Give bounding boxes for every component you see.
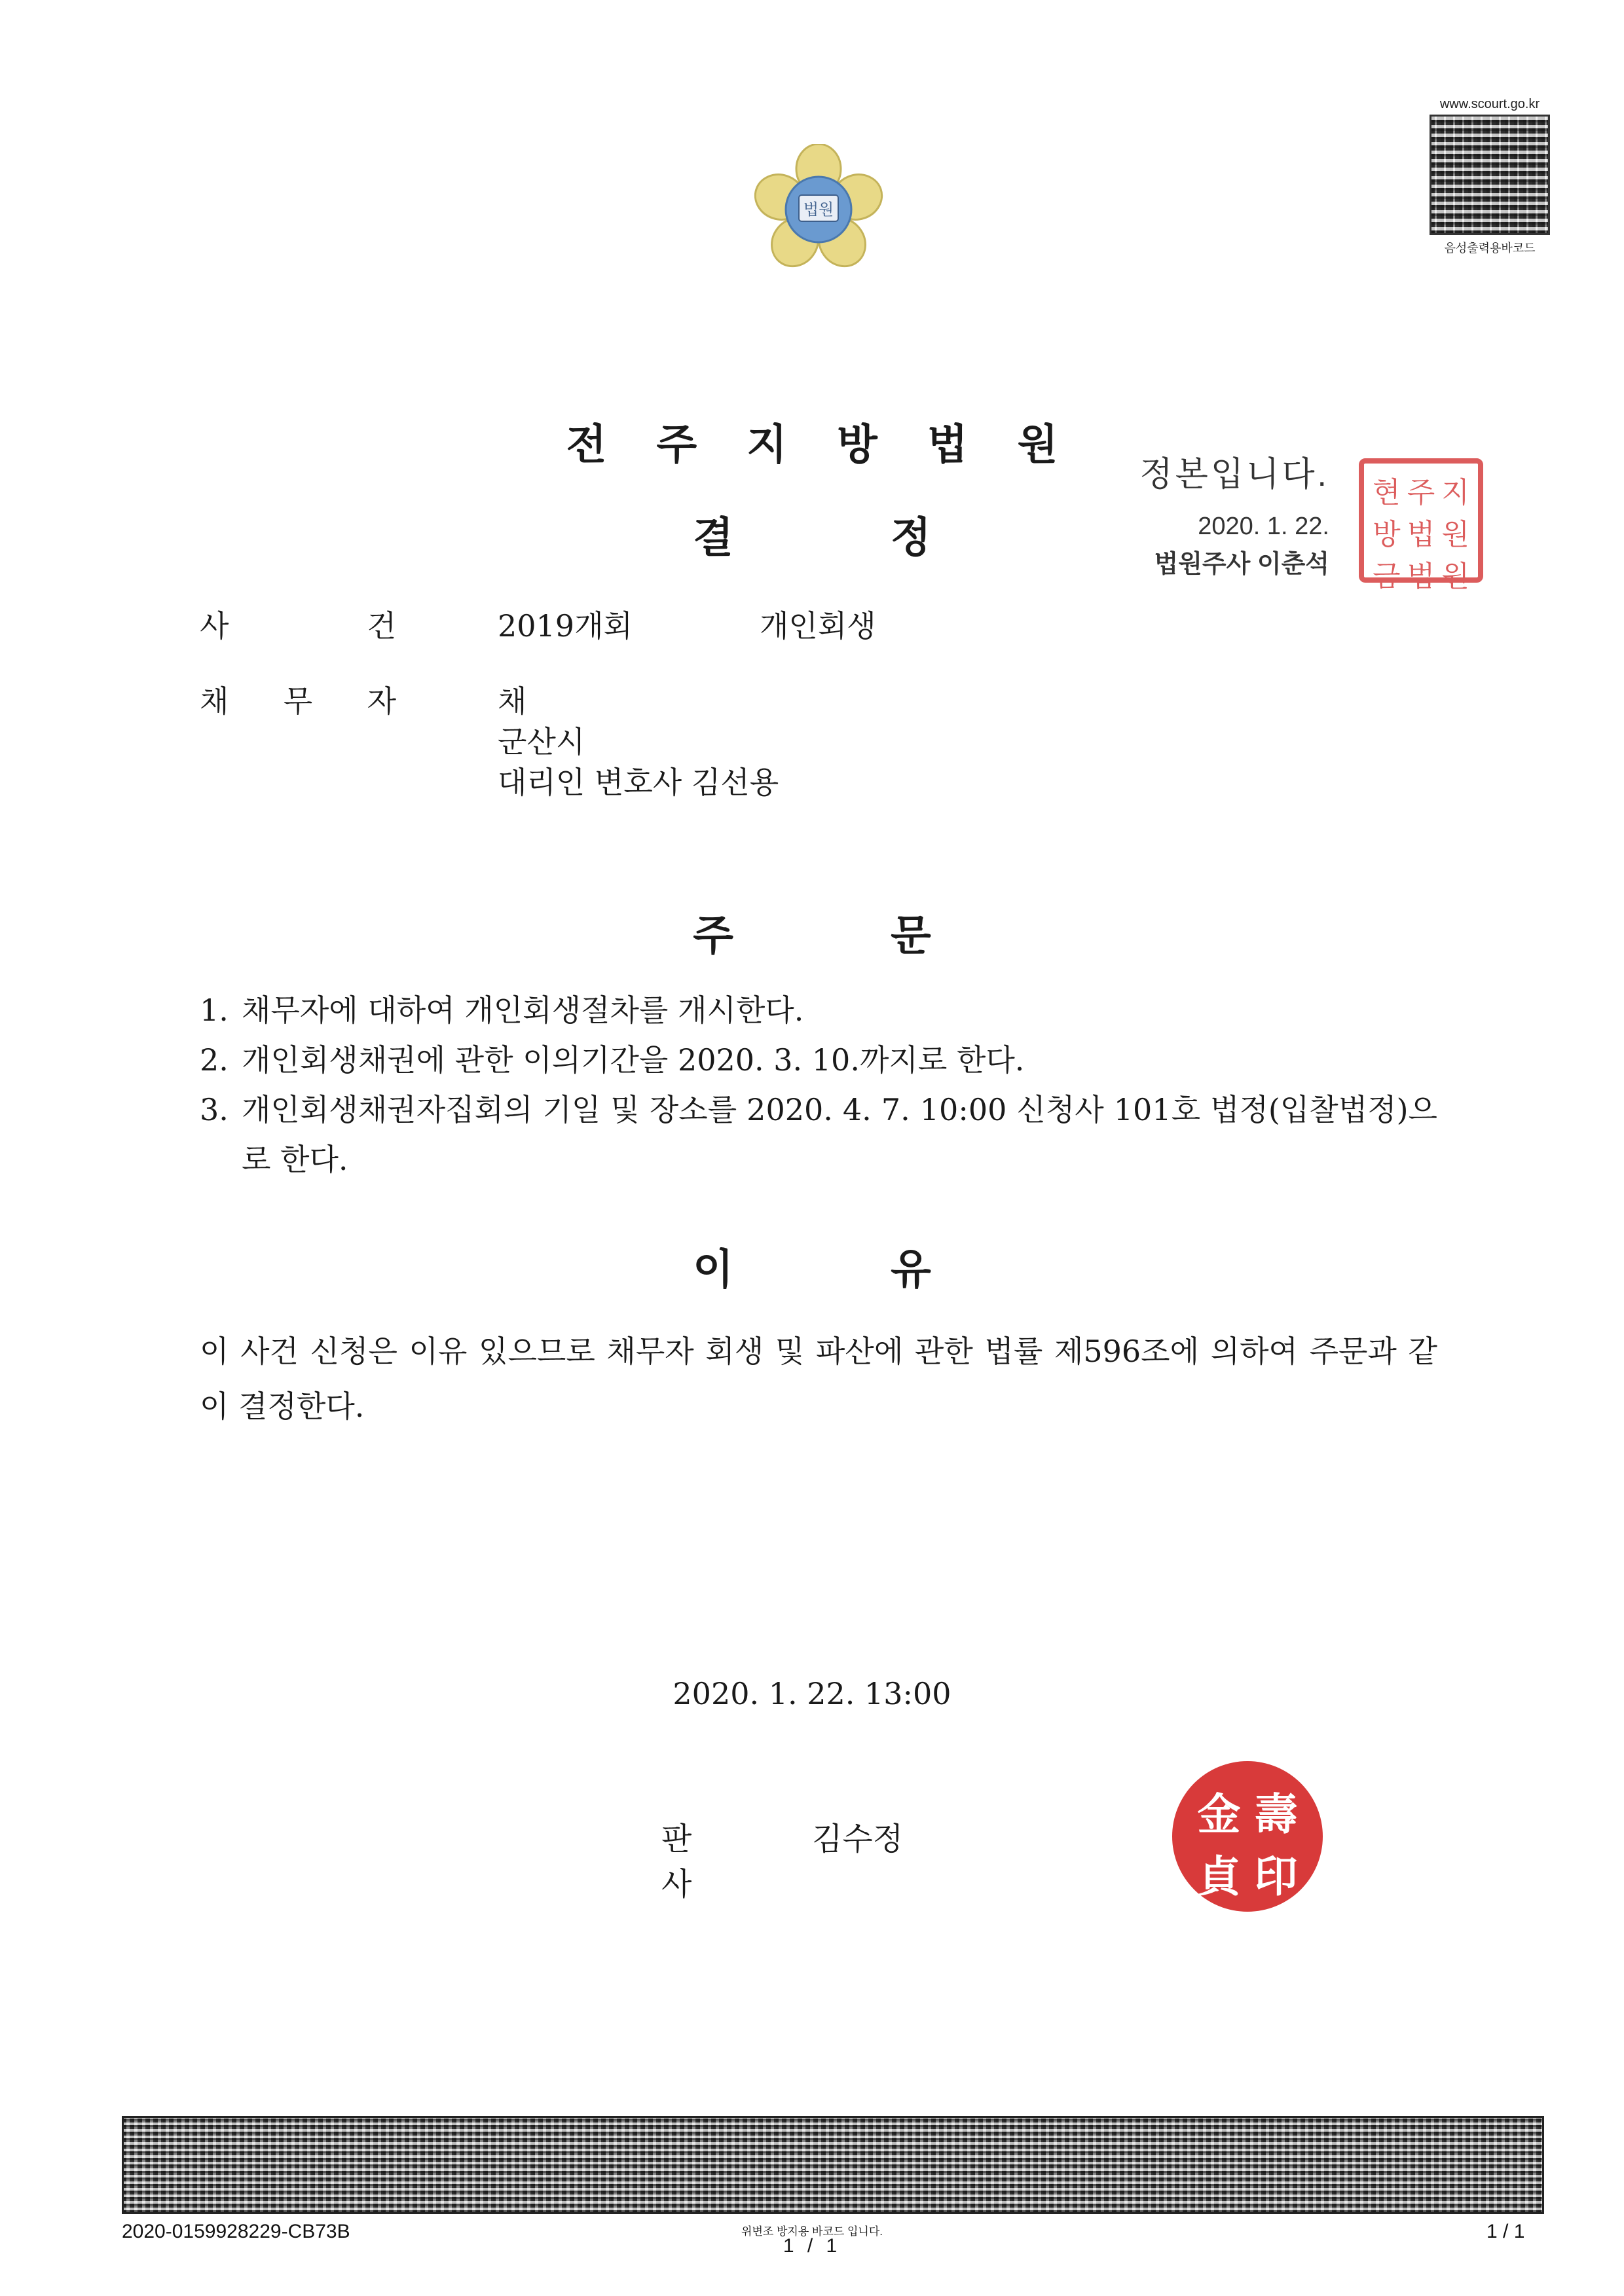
order-item-number: 3.	[200, 1092, 229, 1127]
document-title-char: 정	[891, 513, 931, 562]
court-name-char: 지	[747, 420, 787, 469]
judge-name: 김수정	[812, 1821, 904, 1857]
seal-char: 주	[1407, 476, 1435, 509]
seal-char: 원	[1441, 560, 1469, 593]
seal-char: 壽	[1254, 1789, 1298, 1840]
seal-char: 印	[1254, 1851, 1298, 1902]
seal-char: 貞	[1197, 1851, 1241, 1902]
seal-char: 지	[1441, 476, 1469, 509]
court-emblem	[733, 144, 904, 275]
emblem-text: 법원	[803, 200, 834, 219]
page-indicator: 1 / 1	[783, 2235, 841, 2257]
reason-heading-char: 유	[891, 1245, 931, 1294]
order-item	[200, 985, 1437, 1035]
seal-char: 법	[1407, 518, 1435, 551]
document-title	[0, 504, 1624, 564]
order-list	[200, 985, 1437, 1184]
reason-heading	[0, 1236, 1624, 1296]
reason-text: 이 사건 신청은 이유 있으므로 채무자 회생 및 파산에 관한 법률 제596조에 의하여 주문과 같이 결정한다.	[200, 1334, 1437, 1424]
order-item	[200, 1035, 1437, 1085]
case-label-char: 사	[200, 608, 229, 644]
court-name-char: 원	[1017, 420, 1058, 469]
seal-char: 방	[1373, 518, 1401, 551]
order-heading-char: 주	[693, 911, 733, 960]
case-label-char: 건	[367, 608, 396, 644]
order-item-number: 2.	[200, 1042, 229, 1078]
court-name-char: 전	[566, 420, 607, 469]
court-name-char: 주	[656, 420, 697, 469]
debtor-label-char: 채	[200, 683, 229, 719]
seal-char: 금	[1373, 560, 1401, 593]
certification-date: 2020. 1. 22.	[1198, 513, 1329, 540]
seal-char: 법	[1407, 560, 1435, 593]
order-item-number: 1.	[200, 993, 229, 1028]
qr-url: www.scourt.go.kr	[1439, 97, 1540, 111]
court-name-char: 법	[927, 420, 968, 469]
judge-title: 판사	[661, 1821, 692, 1903]
seal-char: 원	[1441, 518, 1469, 551]
decision-datetime: 2020. 1. 22. 13:00	[673, 1676, 951, 1711]
court-name-char: 방	[837, 420, 877, 469]
reason-heading-char: 이	[693, 1245, 733, 1294]
case-type: 개인회생	[760, 608, 876, 644]
debtor-address: 군산시	[498, 724, 585, 759]
qr-caption: 음성출력용바코드	[1444, 242, 1536, 255]
page-total: 1 / 1	[1486, 2221, 1525, 2242]
document-title-char: 결	[693, 513, 733, 562]
debtor-name: 채	[498, 683, 527, 719]
debtor-label-char: 무	[283, 683, 313, 719]
barcode-note: 위변조 방지용 바코드 입니다.	[741, 2225, 883, 2238]
judge-seal	[1172, 1761, 1323, 1912]
case-number: 2019개회	[498, 608, 633, 644]
order-item-text: 개인회생채권에 관한 이의기간을 2020. 3. 10.까지로 한다.	[242, 1042, 1025, 1078]
order-item	[200, 1085, 1437, 1184]
order-item-text: 채무자에 대하여 개인회생절차를 개시한다.	[242, 993, 804, 1028]
seal-char: 현	[1373, 476, 1401, 509]
debtor-label-char: 자	[367, 683, 396, 719]
qr-code	[1430, 115, 1550, 235]
seal-char: 金	[1197, 1789, 1241, 1840]
document-id: 2020-0159928229-CB73B	[122, 2221, 350, 2242]
order-heading	[0, 902, 1624, 962]
debtor-agent: 대리인 변호사 김선용	[498, 765, 779, 800]
anti-forgery-barcode	[122, 2116, 1544, 2214]
debtor-label	[200, 681, 396, 721]
order-item-text: 개인회생채권자집회의 기일 및 장소를 2020. 4. 7. 10:00 신청사 101호 법정(입찰법정)으로 한다.	[242, 1092, 1437, 1177]
certification-title: 정본입니다.	[1139, 456, 1329, 494]
certification-clerk: 법원주사 이춘석	[1154, 551, 1329, 578]
qr-block	[1428, 97, 1552, 256]
case-label	[200, 606, 396, 646]
order-heading-char: 문	[891, 911, 931, 960]
